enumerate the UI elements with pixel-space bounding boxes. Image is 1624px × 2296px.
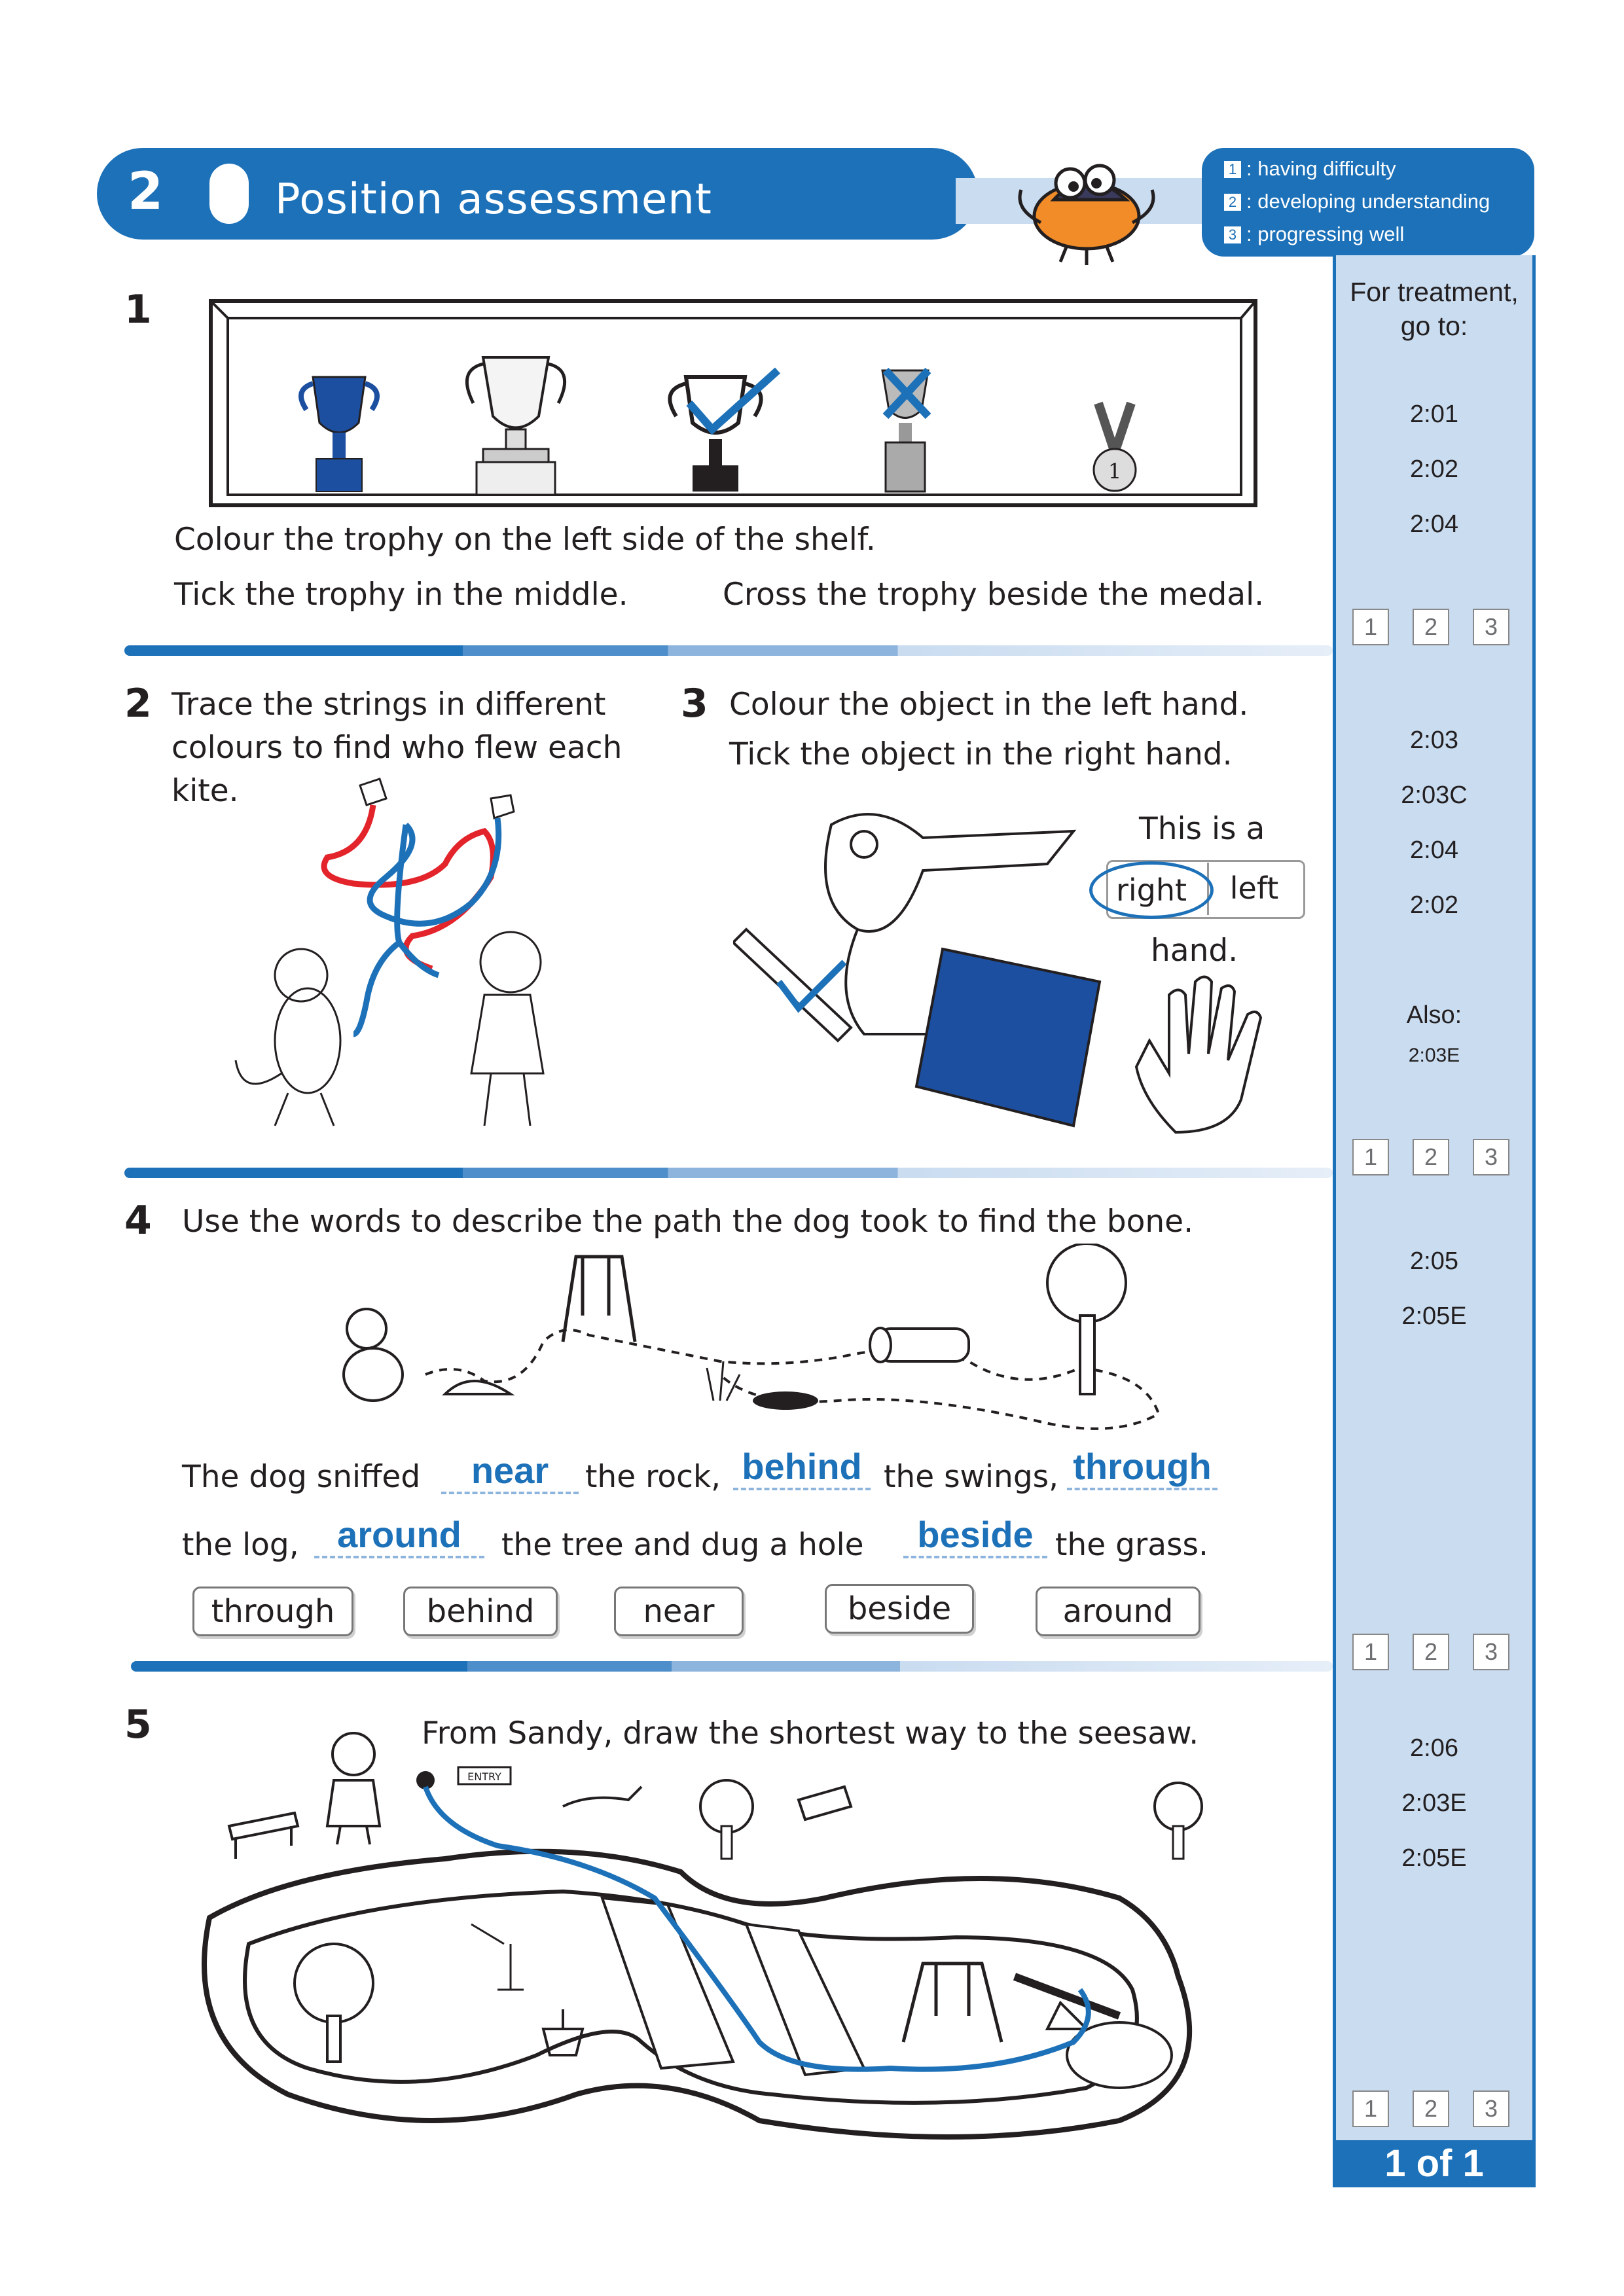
question-number: 4: [124, 1198, 152, 1244]
svg-text:1: 1: [1108, 459, 1122, 484]
trophy-left-icon: [301, 377, 377, 492]
q3-this-is-a: This is a: [1139, 811, 1265, 847]
answer-blank[interactable]: through: [1067, 1445, 1218, 1490]
flower-bed-icon: [746, 1924, 864, 2075]
q3-instruction-2: Tick the object in the right hand.: [729, 736, 1233, 772]
kite-icon: [491, 795, 514, 818]
treatment-code: 2:01: [1410, 401, 1458, 428]
q4-sentence-part: the log,: [182, 1527, 299, 1563]
answer-blank[interactable]: behind: [733, 1445, 871, 1490]
seesaw-icon: [1015, 1977, 1119, 2029]
pencil-icon: [733, 929, 851, 1041]
kite-icon: [360, 779, 386, 805]
q1-instruction-3: Cross the trophy beside the medal.: [723, 577, 1265, 613]
treatment-code: 2:03E: [1408, 1045, 1460, 1066]
question-number: 1: [124, 287, 152, 332]
trophy-middle-icon: [670, 370, 778, 492]
answer-blank[interactable]: beside: [903, 1513, 1047, 1558]
medal-icon: [1094, 403, 1136, 491]
treatment-code: 2:06: [1410, 1734, 1458, 1762]
treatment-code: 2:04: [1410, 511, 1458, 538]
q4-sentence-part: the rock,: [585, 1459, 721, 1495]
bench-icon: [799, 1787, 851, 1820]
answer-blank[interactable]: near: [441, 1449, 579, 1494]
q2-instruction-2: colours to find who flew each: [171, 730, 623, 766]
paper-icon: [916, 949, 1100, 1126]
treatment-code: 2:03C: [1401, 781, 1468, 809]
tree-icon: [700, 1780, 753, 1859]
bird-icon: [563, 1787, 641, 1806]
word-card-near[interactable]: near: [614, 1587, 744, 1636]
treatment-column: [1333, 255, 1536, 2160]
child-character-icon: [471, 932, 543, 1126]
q2-instruction-1: Trace the strings in different: [171, 687, 606, 723]
dog-path-illustration: [327, 1244, 1172, 1446]
crocodile-illustration: [733, 785, 1126, 1139]
lizard-character-icon: [236, 949, 340, 1126]
legend-box: [1202, 148, 1534, 257]
flower-bed-icon: [602, 1898, 733, 2068]
q1-instruction-1: Colour the trophy on the left side of the shelf.: [174, 522, 876, 558]
rating-box-2[interactable]: 2: [1413, 1139, 1449, 1175]
tree-icon: [1155, 1783, 1202, 1859]
q4-sentence-part: the grass.: [1055, 1527, 1208, 1563]
treatment-code: 2:04: [1410, 836, 1458, 864]
section-divider: [131, 1661, 1333, 1672]
hand-choice-right[interactable]: right: [1089, 861, 1214, 919]
answer-blank[interactable]: around: [314, 1513, 484, 1558]
q2-instruction-3: kite.: [171, 773, 239, 809]
treatment-code: 2:02: [1410, 891, 1458, 919]
dog-icon: [344, 1309, 403, 1401]
treatment-also-label: Also:: [1406, 1001, 1462, 1029]
rating-box-3[interactable]: 3: [1473, 2090, 1509, 2127]
section-divider: [124, 1168, 1333, 1178]
page-title: Position assessment: [275, 175, 712, 224]
treatment-code: 2:03E: [1401, 1789, 1467, 1817]
rating-box-1[interactable]: 1: [1352, 1634, 1389, 1670]
question-number: 2: [124, 681, 152, 726]
rating-box-1[interactable]: 1: [1352, 2090, 1389, 2127]
word-card-around[interactable]: around: [1036, 1587, 1200, 1636]
fountain-icon: [543, 2009, 583, 2055]
question-number: 3: [681, 681, 708, 726]
q4-sentence-part: the swings,: [884, 1459, 1059, 1495]
trophy-beside-medal-icon: [882, 370, 928, 492]
trophy-cup-icon: [467, 357, 564, 495]
word-card-beside[interactable]: beside: [825, 1584, 974, 1634]
rating-box-1[interactable]: 1: [1352, 1139, 1389, 1175]
tree-icon: [1047, 1244, 1126, 1394]
word-card-behind[interactable]: behind: [403, 1587, 558, 1636]
svg-text:ENTRY: ENTRY: [467, 1770, 501, 1783]
swings-icon: [903, 1964, 1001, 2042]
sandy-character-icon: [308, 1728, 399, 1846]
hole-icon: [753, 1391, 818, 1410]
rating-box-3[interactable]: 3: [1473, 1634, 1509, 1670]
legend-row-2: 2 : developing understanding: [1224, 190, 1490, 213]
q4-sentence-part: the tree and dug a hole: [501, 1527, 864, 1563]
entry-sign-icon: [458, 1767, 511, 1784]
hand-icon: [1123, 969, 1293, 1145]
page-count: 1 of 1: [1333, 2140, 1536, 2187]
treatment-code: 2:03: [1410, 726, 1458, 754]
tree-icon: [295, 1944, 373, 2062]
rock-icon: [445, 1381, 511, 1394]
question-number: 5: [124, 1702, 152, 1748]
treatment-heading: For treatment, go to:: [1350, 277, 1519, 341]
legend-row-1: 1 : having difficulty: [1224, 157, 1396, 181]
word-card-through[interactable]: through: [192, 1587, 353, 1636]
bench-icon: [229, 1813, 298, 1859]
log-icon: [870, 1328, 969, 1362]
rating-box-2[interactable]: 2: [1413, 1634, 1449, 1670]
rating-box-1[interactable]: 1: [1352, 609, 1389, 645]
sprinkler-icon: [471, 1924, 524, 1990]
crab-mascot-icon: [1001, 137, 1172, 268]
q1-instruction-2: Tick the trophy in the middle.: [174, 577, 628, 613]
rating-box-3[interactable]: 3: [1473, 609, 1509, 645]
treatment-code: 2:05E: [1401, 1844, 1467, 1872]
treatment-code: 2:05: [1410, 1247, 1458, 1275]
rating-box-3[interactable]: 3: [1473, 1139, 1509, 1175]
hand-choice-left[interactable]: left: [1229, 870, 1279, 906]
treatment-code: 2:02: [1410, 456, 1458, 483]
chapter-number: 2: [128, 162, 164, 221]
q5-instruction: From Sandy, draw the shortest way to the seesaw.: [422, 1715, 1199, 1751]
q4-instruction: Use the words to describe the path the dog took to find the bone.: [182, 1204, 1194, 1240]
q3-instruction-1: Colour the object in the left hand.: [729, 687, 1249, 723]
q4-sentence-part: The dog sniffed: [182, 1459, 421, 1495]
q3-hand: hand.: [1151, 933, 1238, 969]
rating-box-2[interactable]: 2: [1413, 2090, 1449, 2127]
kites-illustration: [223, 772, 615, 1139]
trophy-shelf: [208, 298, 1258, 508]
grass-icon: [707, 1361, 740, 1401]
treatment-code: 2:05E: [1401, 1302, 1467, 1330]
legend-row-3: 3 : progressing well: [1224, 223, 1404, 246]
header-notch: [209, 164, 249, 224]
section-divider: [124, 645, 1333, 656]
rating-box-2[interactable]: 2: [1413, 609, 1449, 645]
